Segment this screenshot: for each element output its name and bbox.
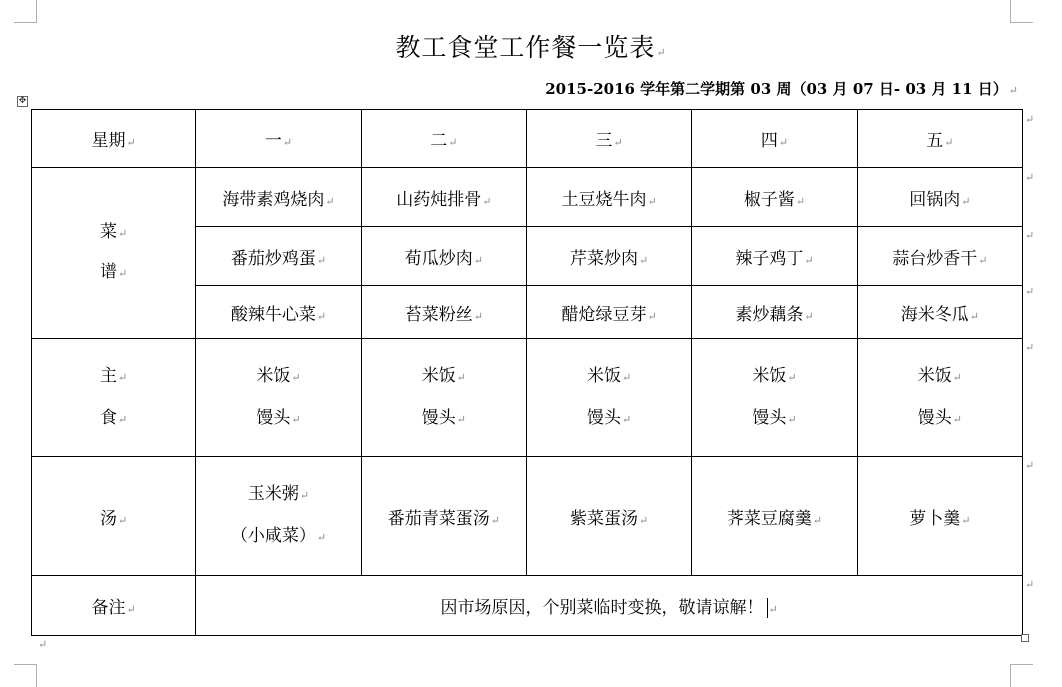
row-end-mark-icon: ↵ — [1025, 229, 1035, 242]
row-end-mark-icon: ↵ — [1025, 285, 1035, 298]
soup-cell[interactable]: 番茄青菜蛋汤↵ — [361, 457, 526, 576]
staple-cell[interactable]: 米饭↵ 馒头↵ — [692, 339, 857, 457]
paragraph-mark-icon: ↵ — [118, 412, 128, 426]
row-end-mark-icon: ↵ — [1025, 171, 1035, 184]
header-cell-mon[interactable]: 一↵ — [196, 110, 361, 168]
cell-mark-icon: ↵ — [961, 194, 971, 208]
dish-cell[interactable]: 山药炖排骨↵ — [361, 168, 526, 227]
table-move-handle-icon[interactable]: ✥ — [18, 96, 27, 106]
cell-mark-icon: ↵ — [473, 309, 483, 323]
paragraph-mark-icon: ↵ — [787, 412, 797, 426]
cell-mark-icon: ↵ — [639, 513, 649, 527]
paragraph-mark-icon: ↵ — [118, 370, 128, 384]
cell-mark-icon: ↵ — [969, 309, 979, 323]
cell-mark-icon: ↵ — [316, 253, 327, 267]
cell-mark-icon: ↵ — [961, 513, 971, 527]
dish-cell[interactable]: 辣子鸡丁↵ — [692, 227, 857, 286]
cell-mark-icon: ↵ — [647, 309, 657, 323]
cell-mark-icon: ↵ — [978, 253, 988, 267]
dish-cell[interactable]: 海带素鸡烧肉↵ — [196, 168, 361, 227]
row-end-mark-icon: ↵ — [1025, 113, 1035, 126]
cell-mark-icon: ↵ — [448, 136, 458, 149]
row-end-mark-icon: ↵ — [1025, 578, 1035, 591]
header-cell-fri[interactable]: 五↵ — [857, 110, 1022, 168]
staple-cell[interactable]: 米饭↵ 馒头↵ — [526, 339, 691, 457]
document-title[interactable]: 教工食堂工作餐一览表↵ — [395, 33, 667, 62]
dish-cell[interactable]: 醋炝绿豆芽↵ — [526, 286, 691, 339]
cell-mark-icon: ↵ — [795, 194, 806, 208]
note-cell[interactable]: 因市场原因，个别菜临时变换，敬请谅解！ ↵ — [196, 576, 1023, 636]
paragraph-mark-icon: ↵ — [1008, 84, 1018, 97]
week-subtitle[interactable]: 2015-2016 学年第二学期第 03 周（03 月 07 日- 03 月 11 日）↵ — [545, 80, 1018, 98]
cell-mark-icon: ↵ — [778, 136, 789, 149]
dish-cell[interactable]: 蒜台炒香干↵ — [857, 227, 1022, 286]
cell-mark-icon: ↵ — [490, 513, 500, 527]
paragraph-mark-icon: ↵ — [456, 412, 466, 426]
text-cursor — [767, 598, 768, 618]
soup-cell[interactable]: 荠菜豆腐羹↵ — [692, 457, 857, 576]
dish-cell[interactable]: 椒子酱↵ — [692, 168, 857, 227]
staple-cell[interactable]: 米饭↵ 馒头↵ — [361, 339, 526, 457]
dish-cell[interactable]: 番茄炒鸡蛋↵ — [196, 227, 361, 286]
dish-cell[interactable]: 芹菜炒肉↵ — [526, 227, 691, 286]
cell-mark-icon: ↵ — [473, 253, 483, 267]
paragraph-mark-icon: ↵ — [118, 267, 128, 280]
paragraph-mark-icon: ↵ — [952, 412, 962, 426]
soup-cell[interactable]: 玉米粥↵ （小咸菜）↵ — [196, 457, 361, 576]
row-end-mark-icon: ↵ — [1025, 459, 1035, 472]
section-label-note[interactable]: 备注↵ — [32, 576, 196, 636]
section-label-dishes[interactable]: 菜↵ 谱↵ — [32, 168, 196, 339]
paragraph-mark-icon: ↵ — [291, 412, 301, 426]
crop-mark-top-right — [1010, 0, 1033, 23]
paragraph-mark-icon: ↵ — [316, 531, 327, 544]
dish-cell[interactable]: 荀瓜炒肉↵ — [361, 227, 526, 286]
paragraph-mark-icon: ↵ — [291, 370, 301, 384]
paragraph-mark-icon: ↵ — [952, 370, 962, 384]
note-row — [32, 576, 1023, 636]
header-cell-thu[interactable]: 四↵ — [692, 110, 857, 168]
paragraph-mark-icon: ↵ — [38, 638, 48, 651]
paragraph-mark-icon: ↵ — [622, 370, 632, 384]
cell-mark-icon: ↵ — [316, 309, 327, 323]
cell-mark-icon: ↵ — [613, 136, 623, 149]
crop-mark-top-left — [14, 0, 37, 23]
paragraph-mark-icon: ↵ — [656, 46, 667, 59]
header-cell-wed[interactable]: 三↵ — [526, 110, 691, 168]
cell-mark-icon: ↵ — [812, 513, 823, 527]
paragraph-mark-icon: ↵ — [456, 370, 466, 384]
dish-cell[interactable]: 酸辣牛心菜↵ — [196, 286, 361, 339]
crop-mark-bottom-left — [14, 664, 37, 687]
cell-mark-icon: ↵ — [639, 253, 649, 267]
staple-cell[interactable]: 米饭↵ 馒头↵ — [857, 339, 1022, 457]
cell-mark-icon: ↵ — [118, 513, 128, 527]
dish-cell[interactable]: 苔菜粉丝↵ — [361, 286, 526, 339]
cell-mark-icon: ↵ — [126, 136, 136, 149]
staple-cell[interactable]: 米饭↵ 馒头↵ — [196, 339, 361, 457]
cell-mark-icon: ↵ — [804, 309, 814, 323]
crop-mark-bottom-right — [1010, 664, 1033, 687]
cell-mark-icon: ↵ — [282, 136, 293, 149]
dish-cell[interactable]: 回锅肉↵ — [857, 168, 1022, 227]
header-row — [32, 110, 1023, 168]
cell-mark-icon: ↵ — [804, 253, 814, 267]
paragraph-mark-icon: ↵ — [299, 489, 310, 502]
cell-mark-icon: ↵ — [944, 136, 954, 149]
section-label-soup[interactable]: 汤↵ — [32, 457, 196, 576]
paragraph-mark-icon: ↵ — [787, 370, 797, 384]
meal-table — [31, 109, 1023, 636]
paragraph-mark-icon: ↵ — [118, 227, 128, 240]
cell-mark-icon: ↵ — [325, 194, 335, 208]
soup-cell[interactable]: 紫菜蛋汤↵ — [526, 457, 691, 576]
cell-mark-icon: ↵ — [126, 603, 136, 616]
soup-cell[interactable]: 萝卜羹↵ — [857, 457, 1022, 576]
cell-mark-icon: ↵ — [768, 602, 778, 616]
header-cell-tue[interactable]: 二↵ — [361, 110, 526, 168]
table-resize-handle-icon[interactable] — [1021, 634, 1029, 642]
cell-mark-icon: ↵ — [482, 194, 492, 208]
dish-cell[interactable]: 海米冬瓜↵ — [857, 286, 1022, 339]
dish-row-1 — [32, 168, 1023, 227]
staple-row — [32, 339, 1023, 457]
paragraph-mark-icon: ↵ — [622, 412, 632, 426]
dish-cell[interactable]: 土豆烧牛肉↵ — [526, 168, 691, 227]
section-label-staple[interactable]: 主↵ 食↵ — [32, 339, 196, 457]
cell-mark-icon: ↵ — [647, 194, 657, 208]
row-end-mark-icon: ↵ — [1025, 341, 1035, 354]
header-cell-weekday[interactable]: 星期↵ — [32, 110, 196, 168]
dish-cell[interactable]: 素炒藕条↵ — [692, 286, 857, 339]
soup-row — [32, 457, 1023, 576]
